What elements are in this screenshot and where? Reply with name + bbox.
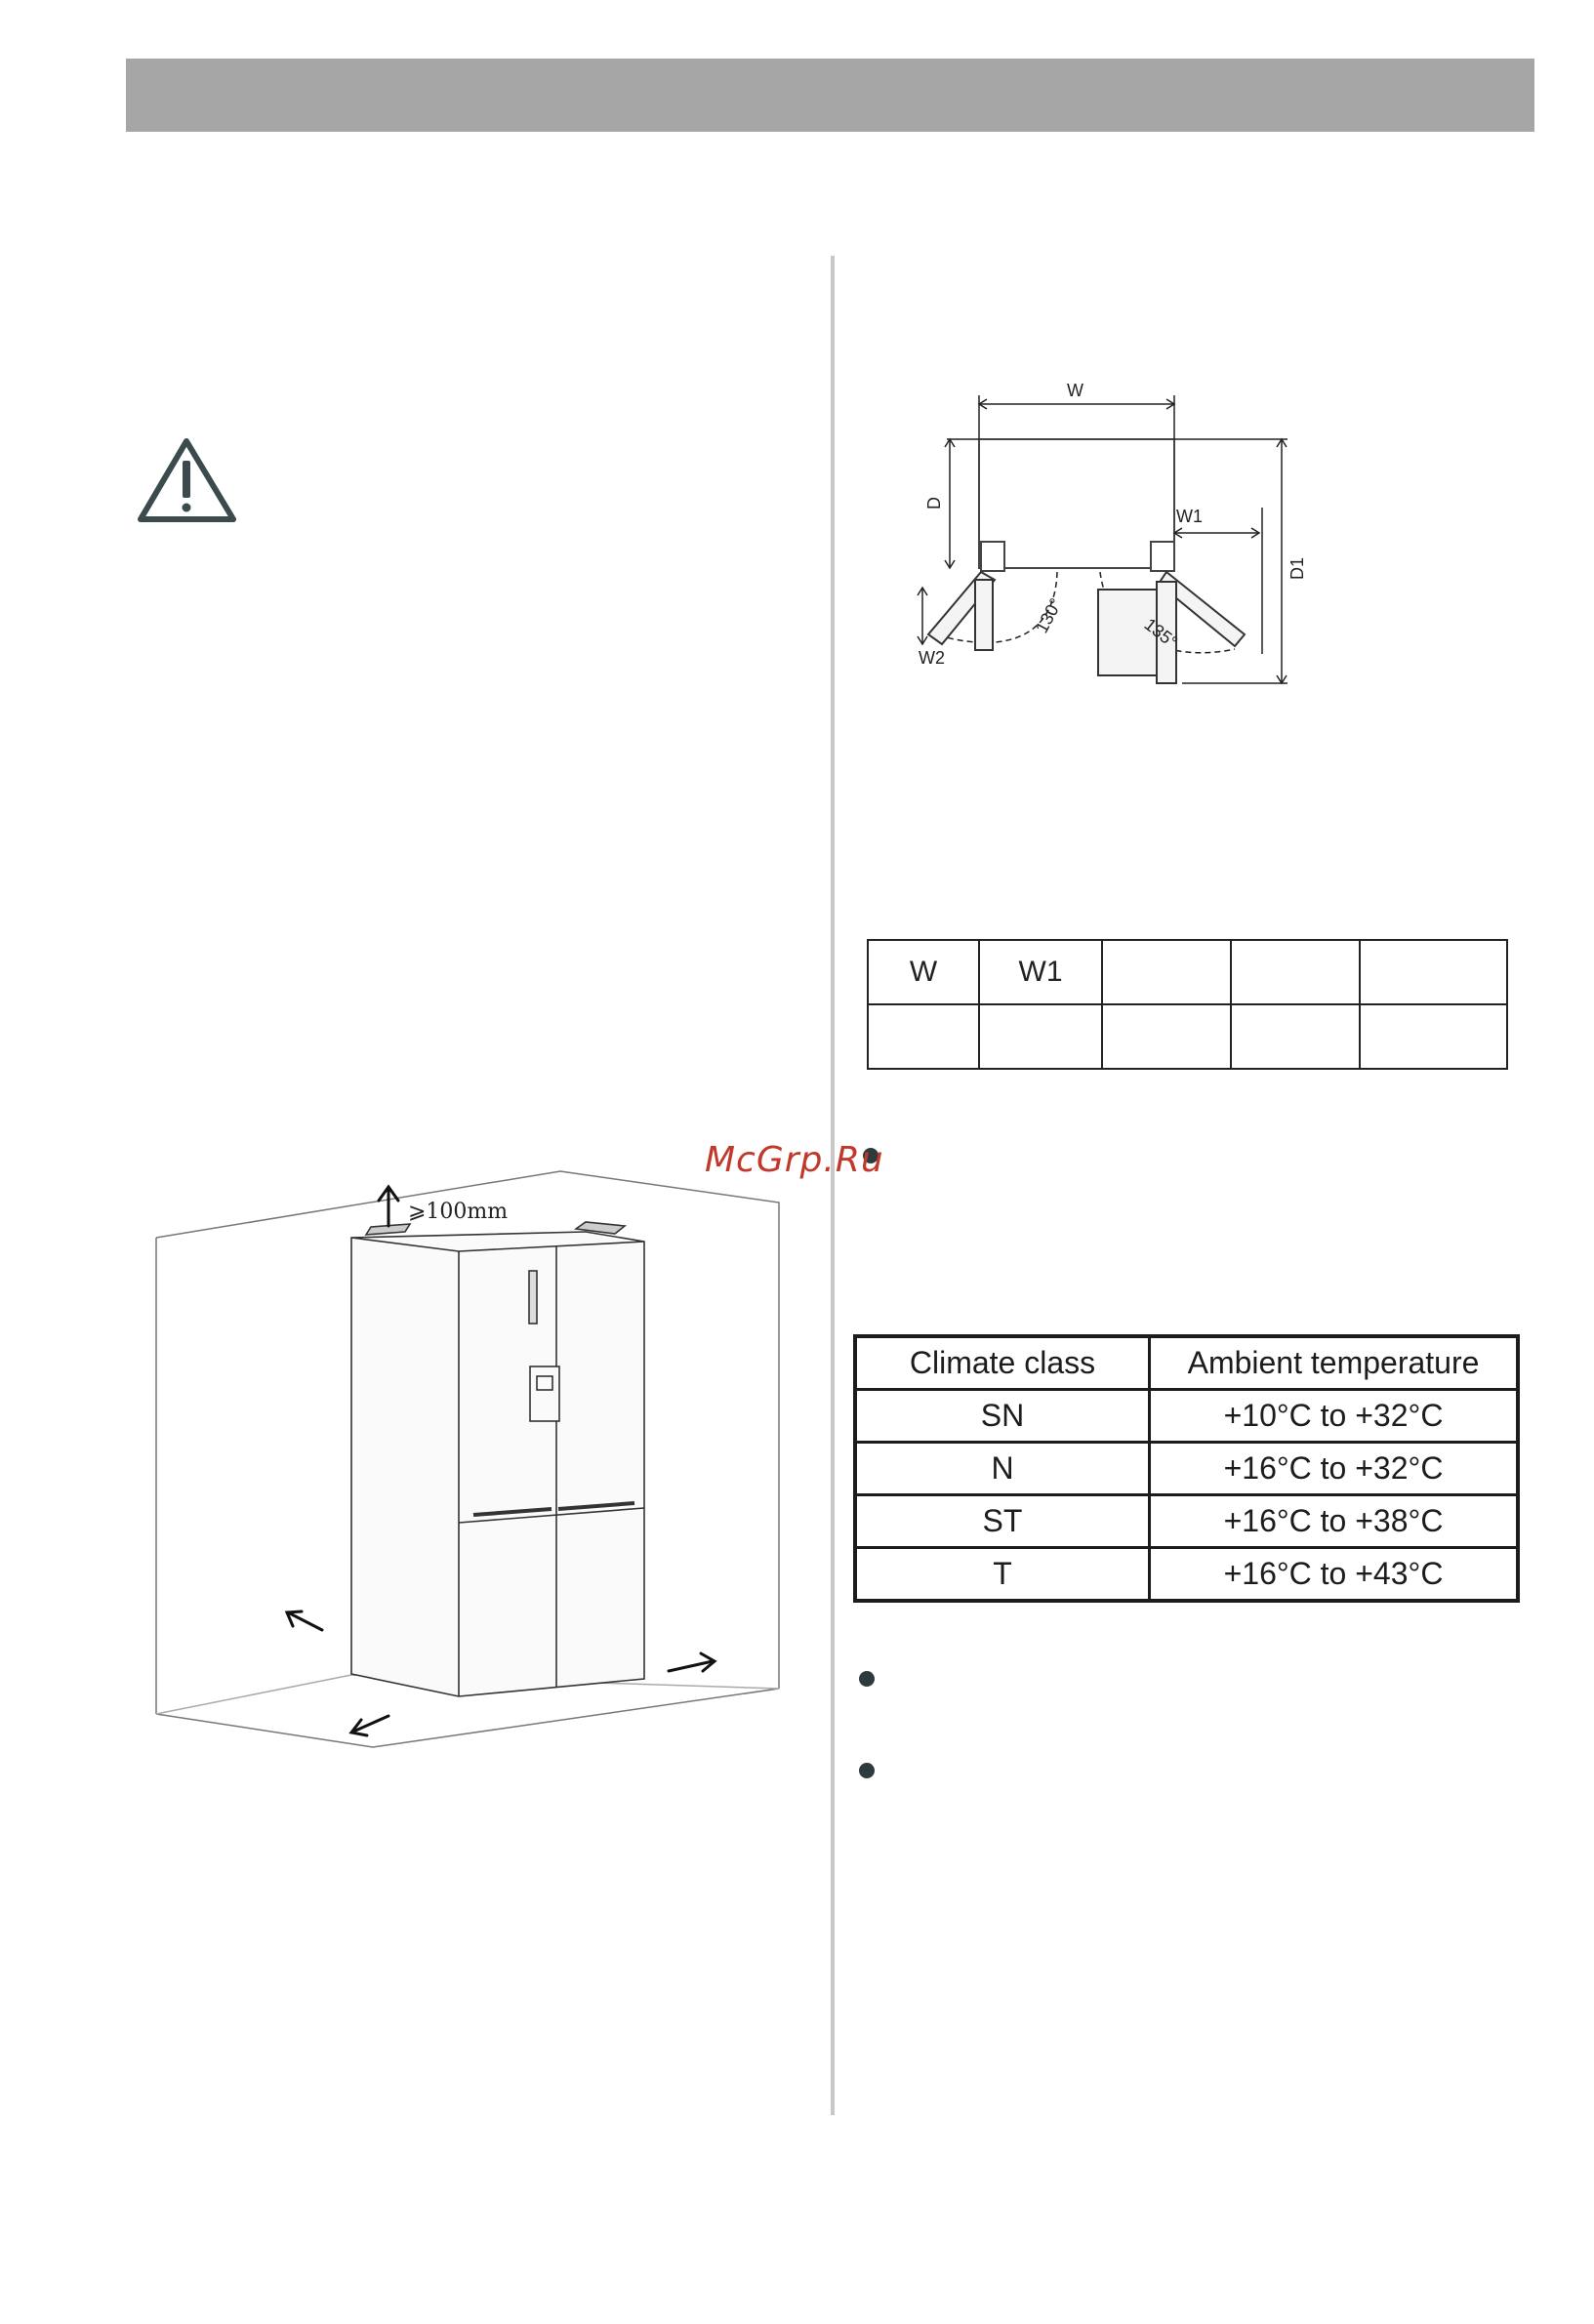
bullet-dot-icon <box>859 1671 875 1687</box>
climate-header-class: Climate class <box>855 1336 1150 1390</box>
dimension-table <box>867 939 1508 1070</box>
dim-value-3 <box>1102 1004 1231 1069</box>
climate-class-cell: SN <box>855 1390 1150 1443</box>
d1-label: D1 <box>1287 556 1307 580</box>
climate-class-cell: T <box>855 1548 1150 1602</box>
temperature-cell: +16°C to +43°C <box>1150 1548 1519 1602</box>
table-row <box>855 1443 1518 1495</box>
dim-header-4 <box>1231 940 1360 1004</box>
climate-class-cell: N <box>855 1443 1150 1495</box>
dim-header-5 <box>1360 940 1507 1004</box>
dim-value-5 <box>1360 1004 1507 1069</box>
depth-label: D <box>924 497 944 510</box>
table-row <box>855 1495 1518 1548</box>
warning-triangle-icon <box>136 435 238 525</box>
dim-header-3 <box>1102 940 1231 1004</box>
dim-header-w1: W1 <box>979 940 1102 1004</box>
page-header-bar <box>126 59 1534 132</box>
temperature-cell: +16°C to +38°C <box>1150 1495 1519 1548</box>
climate-header-row <box>855 1336 1518 1390</box>
w1-label: W1 <box>1176 507 1203 526</box>
dimension-value-row <box>868 1004 1507 1069</box>
dim-header-w: W <box>868 940 979 1004</box>
temperature-cell: +16°C to +32°C <box>1150 1443 1519 1495</box>
angle-130-label: 130° <box>1031 594 1067 636</box>
table-row <box>855 1390 1518 1443</box>
angle-135-label: 135° <box>1140 614 1182 653</box>
dim-value-2 <box>979 1004 1102 1069</box>
w2-label: W2 <box>919 648 945 668</box>
climate-header-temperature: Ambient temperature <box>1150 1336 1519 1390</box>
climate-class-cell: ST <box>855 1495 1150 1548</box>
climate-class-table <box>853 1334 1520 1603</box>
dimension-header-row <box>868 940 1507 1004</box>
clearance-label: ⩾100mm <box>408 1200 509 1224</box>
fridge-clearance-illustration <box>146 1162 791 1767</box>
column-divider <box>831 256 835 2115</box>
door-opening-diagram <box>874 342 1508 830</box>
dim-value-4 <box>1231 1004 1360 1069</box>
dim-value-1 <box>868 1004 979 1069</box>
table-row <box>855 1548 1518 1602</box>
width-label: W <box>1067 381 1083 400</box>
temperature-cell: +10°C to +32°C <box>1150 1390 1519 1443</box>
bullet-dot-icon <box>859 1763 875 1778</box>
watermark-text: McGrp.Ru <box>705 1140 884 1180</box>
